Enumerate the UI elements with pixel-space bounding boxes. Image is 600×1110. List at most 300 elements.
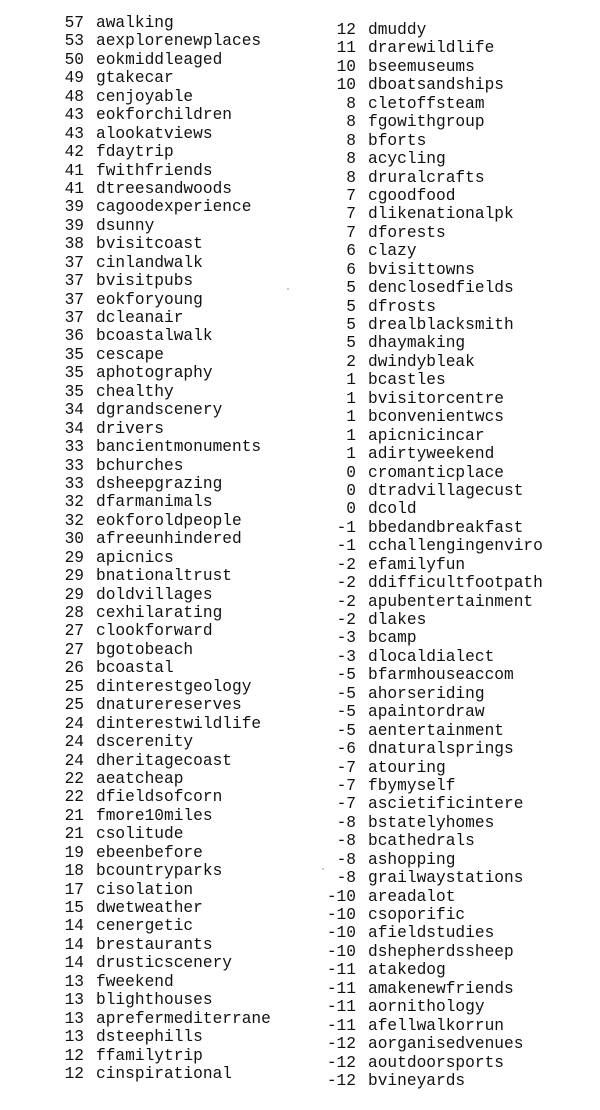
score-row (318, 1072, 543, 1090)
score-value: 29 (64, 585, 84, 604)
score-value: -8 (336, 832, 356, 851)
score-value: -5 (336, 666, 356, 685)
score-value: -5 (336, 703, 356, 722)
attribute-term: csoporific (368, 906, 466, 924)
score-value: 19 (64, 843, 84, 862)
score-row (58, 696, 271, 714)
score-value: 8 (346, 131, 356, 150)
score-value: 25 (64, 696, 84, 715)
attribute-term: bvineyards (368, 1071, 466, 1090)
score-row (318, 666, 543, 684)
score-value: -8 (336, 850, 356, 869)
attribute-term: dtradvillagecust (368, 481, 524, 500)
attribute-term: aphotography (96, 364, 213, 383)
attribute-term: dnaturereserves (96, 696, 242, 715)
score-value: 27 (64, 622, 84, 641)
score-row (318, 795, 543, 813)
attribute-term: cromanticplace (368, 463, 504, 482)
score-value: -10 (326, 942, 356, 961)
score-row (318, 187, 543, 205)
attribute-term: ebeenbefore (96, 843, 203, 862)
score-value: 1 (346, 389, 356, 408)
score-row (318, 279, 543, 297)
score-row (318, 685, 543, 703)
score-row (58, 493, 271, 511)
score-row (318, 39, 543, 57)
score-row (318, 500, 543, 518)
score-value: 6 (346, 260, 356, 279)
attribute-term: bvisittowns (368, 260, 475, 279)
score-value: 33 (64, 456, 84, 475)
score-row (318, 611, 543, 629)
score-row (318, 21, 543, 39)
score-row (318, 777, 543, 795)
attribute-term: cisolation (96, 880, 194, 899)
attribute-term: alookatviews (96, 124, 213, 143)
score-value: 13 (64, 991, 84, 1010)
attribute-term: dgrandscenery (96, 401, 223, 420)
score-row (58, 88, 271, 106)
attribute-term: aorganisedvenues (368, 1035, 524, 1054)
score-value: 5 (346, 316, 356, 334)
score-value: -2 (336, 592, 356, 611)
score-row (318, 298, 543, 316)
score-value: 13 (64, 972, 84, 991)
attribute-term: dlocaldialect (368, 647, 495, 666)
score-value: 37 (64, 309, 84, 327)
attribute-term: cinlandwalk (96, 253, 203, 272)
score-row (58, 327, 271, 345)
attribute-term: cescape (96, 345, 164, 364)
score-row (58, 364, 271, 382)
attribute-term: fgowithgroup (368, 113, 485, 132)
score-row (58, 1047, 271, 1065)
score-row (58, 622, 271, 640)
score-value: -10 (326, 924, 356, 943)
attribute-term: bvisitcoast (96, 235, 203, 254)
attribute-term: aoutdoorsports (368, 1053, 504, 1072)
score-row (318, 427, 543, 445)
score-value: 5 (346, 297, 356, 316)
attribute-term: dcleanair (96, 309, 184, 327)
attribute-term: aeatcheap (96, 769, 184, 788)
attribute-term: dinterestgeology (96, 677, 252, 696)
score-value: -8 (336, 869, 356, 888)
attribute-term: ascietificintere (368, 795, 524, 814)
score-row (58, 32, 271, 50)
score-row (318, 869, 543, 887)
score-value: -7 (336, 758, 356, 777)
left-score-column (58, 14, 271, 1083)
score-row (318, 224, 543, 242)
score-row (58, 69, 271, 87)
score-value: -8 (336, 813, 356, 832)
score-value: 49 (64, 69, 84, 88)
score-value: -5 (336, 721, 356, 740)
score-row (318, 316, 543, 334)
score-value: -7 (336, 795, 356, 814)
score-row (58, 586, 271, 604)
score-value: 34 (64, 419, 84, 438)
score-row (58, 475, 271, 493)
attribute-term: dsteephills (96, 1028, 203, 1047)
score-value: -2 (336, 555, 356, 574)
score-row (58, 991, 271, 1009)
scan-speck (322, 868, 324, 870)
attribute-term: dforests (368, 223, 446, 242)
score-value: -2 (336, 574, 356, 593)
attribute-term: grailwaystations (368, 869, 524, 888)
score-value: 42 (64, 143, 84, 162)
score-row (318, 888, 543, 906)
score-value: 10 (336, 76, 356, 95)
score-row (58, 143, 271, 161)
score-row (318, 832, 543, 850)
score-value: -6 (336, 740, 356, 759)
score-row (58, 917, 271, 935)
score-value: 43 (64, 106, 84, 125)
attribute-term: dfieldsofcorn (96, 788, 223, 807)
score-value: 0 (346, 481, 356, 500)
score-value: 7 (346, 205, 356, 224)
score-value: 38 (64, 235, 84, 254)
score-row (58, 401, 271, 419)
score-value: -10 (326, 906, 356, 924)
score-value: -12 (326, 1071, 356, 1090)
score-row (58, 807, 271, 825)
attribute-term: bcountryparks (96, 862, 223, 881)
attribute-term: cagoodexperience (96, 198, 252, 217)
score-value: 8 (346, 94, 356, 113)
score-value: 8 (346, 150, 356, 169)
score-row (318, 722, 543, 740)
attribute-term: atakedog (368, 961, 446, 980)
score-row (318, 113, 543, 131)
score-value: 5 (346, 334, 356, 353)
attribute-term: afieldstudies (368, 924, 495, 943)
attribute-term: fbymyself (368, 776, 456, 795)
score-row (318, 169, 543, 187)
score-row (58, 825, 271, 843)
attribute-term: aentertainment (368, 721, 504, 740)
score-value: -11 (326, 961, 356, 980)
attribute-term: aexplorenewplaces (96, 32, 262, 51)
attribute-term: bcoastalwalk (96, 327, 213, 346)
score-value: 22 (64, 769, 84, 788)
score-value: 7 (346, 223, 356, 242)
score-row (318, 150, 543, 168)
score-row (58, 844, 271, 862)
score-row (58, 881, 271, 899)
score-value: 11 (336, 39, 356, 58)
score-row (318, 1035, 543, 1053)
score-value: 13 (64, 1009, 84, 1028)
attribute-term: csolitude (96, 825, 184, 844)
score-value: 48 (64, 87, 84, 106)
score-value: 41 (64, 161, 84, 180)
score-row (58, 733, 271, 751)
score-value: -11 (326, 998, 356, 1017)
score-row (58, 936, 271, 954)
score-row (318, 261, 543, 279)
score-row (318, 519, 543, 537)
score-value: 24 (64, 733, 84, 752)
attribute-term: bconvenientwcs (368, 408, 504, 427)
score-row (58, 235, 271, 253)
score-row (318, 445, 543, 463)
attribute-term: atouring (368, 758, 446, 777)
attribute-term: eokforoldpeople (96, 511, 242, 530)
attribute-term: dcold (368, 500, 417, 519)
score-row (318, 132, 543, 150)
score-row (58, 383, 271, 401)
score-value: 15 (64, 899, 84, 917)
attribute-term: eokforyoung (96, 290, 203, 309)
score-value: 33 (64, 474, 84, 493)
attribute-term: dheritagecoast (96, 751, 232, 770)
score-value: 25 (64, 677, 84, 696)
attribute-term: dinterestwildlife (96, 714, 262, 733)
score-value: 14 (64, 935, 84, 954)
attribute-term: ffamilytrip (96, 1046, 203, 1065)
score-value: -1 (336, 518, 356, 537)
score-value: 2 (346, 352, 356, 371)
score-row (318, 371, 543, 389)
score-value: 37 (64, 272, 84, 291)
score-row (58, 162, 271, 180)
score-row (318, 980, 543, 998)
score-value: 18 (64, 862, 84, 881)
score-value: 12 (64, 1046, 84, 1065)
attribute-term: dfrosts (368, 297, 436, 316)
score-value: 24 (64, 751, 84, 770)
score-row (58, 770, 271, 788)
attribute-term: dwindybleak (368, 352, 475, 371)
attribute-term: gtakecar (96, 69, 174, 88)
attribute-term: dsunny (96, 216, 155, 235)
score-row (318, 648, 543, 666)
attribute-term: bancientmonuments (96, 438, 262, 457)
score-value: 1 (346, 408, 356, 427)
score-value: -11 (326, 979, 356, 998)
attribute-term: ashopping (368, 850, 456, 869)
attribute-term: bstatelyhomes (368, 813, 495, 832)
attribute-term: dhaymaking (368, 334, 466, 353)
attribute-term: amakenewfriends (368, 979, 514, 998)
score-value: 29 (64, 548, 84, 567)
attribute-term: dwetweather (96, 899, 203, 917)
score-value: 35 (64, 364, 84, 383)
attribute-term: drarewildlife (368, 39, 495, 58)
attribute-term: bfarmhouseaccom (368, 666, 514, 685)
attribute-term: eokmiddleaged (96, 50, 223, 69)
score-row (318, 334, 543, 352)
score-row (318, 408, 543, 426)
score-value: 39 (64, 216, 84, 235)
score-row (318, 537, 543, 555)
score-row (58, 567, 271, 585)
score-row (318, 759, 543, 777)
score-row (318, 703, 543, 721)
score-value: -11 (326, 1016, 356, 1035)
score-row (318, 593, 543, 611)
score-row (58, 788, 271, 806)
score-row (58, 1065, 271, 1083)
score-value: 36 (64, 327, 84, 346)
score-value: 17 (64, 880, 84, 899)
attribute-term: aornithology (368, 998, 485, 1017)
attribute-term: cinspirational (96, 1064, 232, 1083)
attribute-term: fwithfriends (96, 161, 213, 180)
score-value: -12 (326, 1035, 356, 1054)
score-value: -7 (336, 776, 356, 795)
score-row (58, 752, 271, 770)
score-value: 28 (64, 604, 84, 622)
score-value: 39 (64, 198, 84, 217)
score-row (58, 512, 271, 530)
score-row (318, 205, 543, 223)
attribute-term: areadalot (368, 887, 456, 906)
score-value: 24 (64, 714, 84, 733)
attribute-term: bcathedrals (368, 832, 475, 851)
score-row (58, 438, 271, 456)
score-value: 12 (64, 1064, 84, 1083)
attribute-term: bchurches (96, 456, 184, 475)
score-row (318, 943, 543, 961)
score-value: 37 (64, 290, 84, 309)
attribute-term: fweekend (96, 972, 174, 991)
score-value: 35 (64, 382, 84, 401)
score-row (58, 420, 271, 438)
score-row (318, 556, 543, 574)
score-value: 41 (64, 179, 84, 198)
attribute-term: dnaturalsprings (368, 740, 514, 759)
score-row (318, 353, 543, 371)
attribute-term: dsheepgrazing (96, 474, 223, 493)
score-value: 29 (64, 567, 84, 586)
score-value: 26 (64, 659, 84, 678)
attribute-term: chealthy (96, 382, 174, 401)
score-row (58, 198, 271, 216)
score-row (318, 814, 543, 832)
score-row (58, 604, 271, 622)
score-value: -3 (336, 647, 356, 666)
score-value: 14 (64, 917, 84, 936)
attribute-term: dscerenity (96, 733, 194, 752)
score-value: 27 (64, 640, 84, 659)
attribute-term: cexhilarating (96, 604, 223, 622)
score-row (318, 740, 543, 758)
score-value: -5 (336, 684, 356, 703)
attribute-term: afreeunhindered (96, 530, 242, 549)
attribute-term: aprefermediterrane (96, 1009, 271, 1028)
score-value: 8 (346, 113, 356, 132)
attribute-term: dboatsandships (368, 76, 504, 95)
score-value: -3 (336, 629, 356, 648)
attribute-term: apaintordraw (368, 703, 485, 722)
score-row (58, 678, 271, 696)
score-value: 21 (64, 825, 84, 844)
score-value: 0 (346, 500, 356, 519)
attribute-term: dlikenationalpk (368, 205, 514, 224)
attribute-term: cenjoyable (96, 87, 194, 106)
score-row (58, 1028, 271, 1046)
attribute-term: dshepherdssheep (368, 942, 514, 961)
attribute-term: bgotobeach (96, 640, 194, 659)
score-value: 32 (64, 493, 84, 512)
score-value: 5 (346, 279, 356, 298)
score-value: 6 (346, 242, 356, 261)
score-value: 35 (64, 345, 84, 364)
attribute-term: bcoastal (96, 659, 174, 678)
score-row (58, 457, 271, 475)
attribute-term: blighthouses (96, 991, 213, 1010)
score-value: 13 (64, 1028, 84, 1047)
score-row (58, 973, 271, 991)
score-value: 57 (64, 14, 84, 32)
score-row (58, 954, 271, 972)
score-row (58, 862, 271, 880)
score-value: 50 (64, 50, 84, 69)
score-row (318, 1054, 543, 1072)
score-row (318, 464, 543, 482)
score-row (58, 715, 271, 733)
score-row (58, 291, 271, 309)
score-row (318, 924, 543, 942)
score-row (318, 629, 543, 647)
attribute-term: bseemuseums (368, 57, 475, 76)
score-row (318, 58, 543, 76)
attribute-term: drusticscenery (96, 954, 232, 973)
attribute-term: cgoodfood (368, 186, 456, 205)
attribute-term: adirtyweekend (368, 445, 495, 464)
score-row (318, 574, 543, 592)
score-value: 22 (64, 788, 84, 807)
score-value: -10 (326, 887, 356, 906)
scan-speck (287, 288, 289, 290)
score-row (318, 482, 543, 500)
score-row (58, 309, 271, 327)
score-row (318, 906, 543, 924)
score-row (318, 242, 543, 260)
score-value: 53 (64, 32, 84, 51)
attribute-term: clazy (368, 242, 417, 261)
score-value: 30 (64, 530, 84, 549)
score-value: 7 (346, 186, 356, 205)
score-value: 8 (346, 168, 356, 187)
score-value: 10 (336, 57, 356, 76)
score-row (318, 851, 543, 869)
score-value: 1 (346, 426, 356, 445)
score-row (318, 1017, 543, 1035)
attribute-term: bnationaltrust (96, 567, 232, 586)
attribute-term: apicnics (96, 548, 174, 567)
score-value: -12 (326, 1053, 356, 1072)
attribute-term: druralcrafts (368, 168, 485, 187)
attribute-term: cenergetic (96, 917, 194, 936)
attribute-term: drealblacksmith (368, 316, 514, 334)
attribute-term: cchallengingenviro (368, 537, 543, 556)
score-value: 12 (336, 21, 356, 39)
score-row (318, 95, 543, 113)
attribute-term: acycling (368, 150, 446, 169)
attribute-term: bcastles (368, 371, 446, 390)
attribute-term: fmore10miles (96, 806, 213, 825)
score-row (58, 346, 271, 364)
score-value: 43 (64, 124, 84, 143)
attribute-term: ddifficultfootpath (368, 574, 543, 593)
score-row (318, 76, 543, 94)
